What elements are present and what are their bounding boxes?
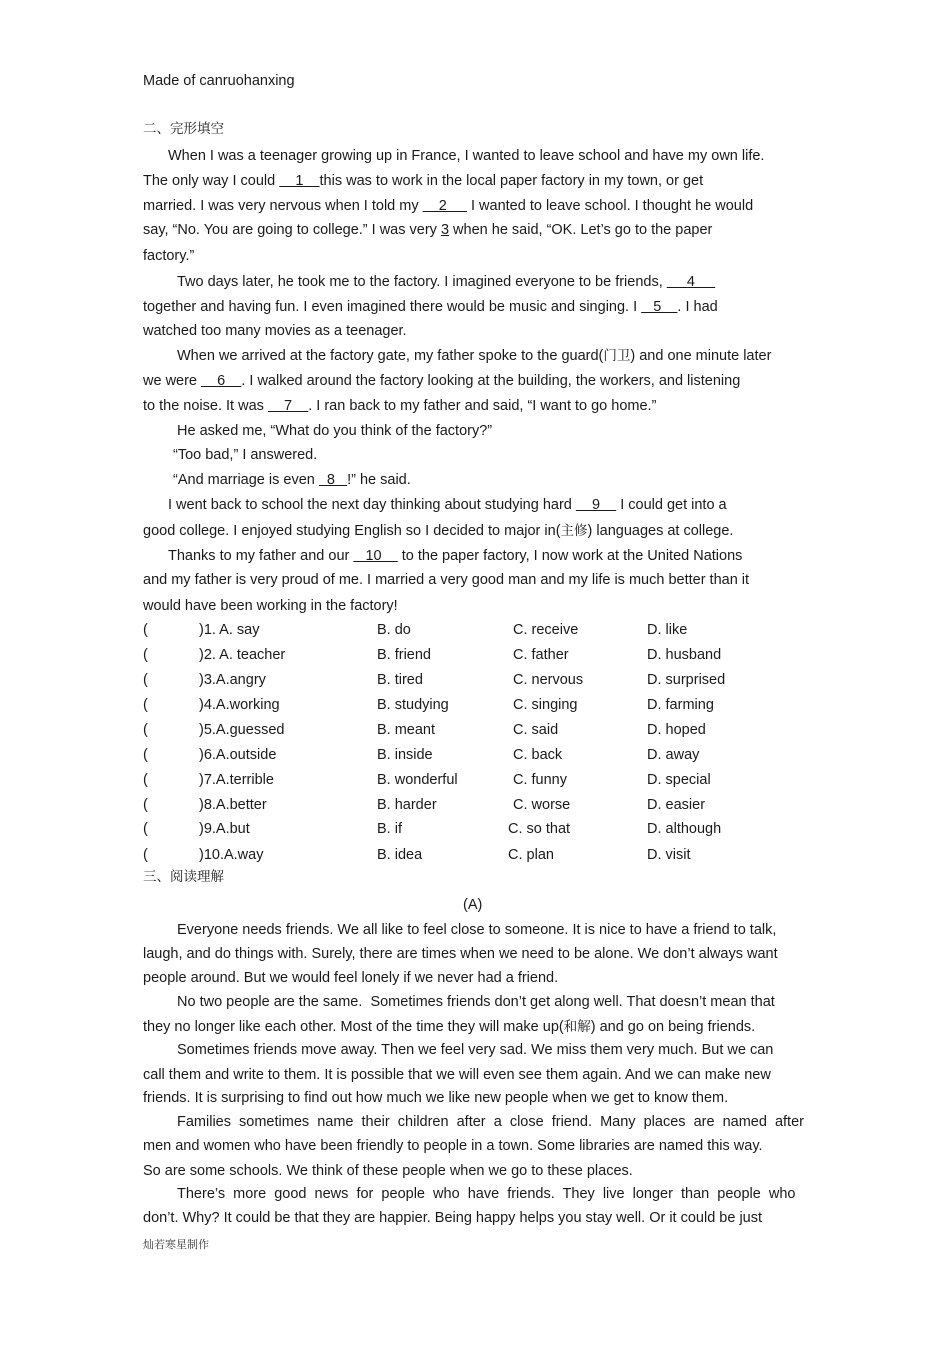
option-a: )8.A.better	[199, 797, 267, 813]
option-b: B. inside	[377, 747, 433, 763]
cloze-line	[168, 547, 742, 565]
cloze-line	[177, 273, 715, 291]
text: good college. I enjoyed studying English so I decided to major in(	[143, 523, 561, 539]
paren: (	[143, 821, 148, 837]
reading-line: Families sometimes name their children after a close friend. Many places are named after	[177, 1114, 804, 1130]
text: this was to work in the local paper factory in my town, or get	[319, 173, 704, 189]
option-b: B. if	[377, 821, 402, 837]
option-c: C. plan	[508, 847, 554, 863]
text: together and having fun. I even imagined there would be music and singing. I	[143, 299, 642, 315]
option-c: C. so that	[508, 821, 571, 837]
option-c: C. worse	[513, 797, 571, 813]
option-d: D. although	[647, 821, 722, 837]
option-a: )3.A.angry	[199, 672, 266, 688]
option-d: D. visit	[647, 847, 691, 863]
blank-1: 1	[279, 173, 320, 189]
cloze-line: and my father is very proud of me. I married a very good man and my life is much better than it	[143, 572, 750, 588]
text: . I ran back to my father and said, “I want to go home.”	[308, 398, 657, 414]
text: I could get into a	[616, 497, 727, 513]
option-row	[143, 771, 843, 789]
page-header: Made of canruohanxing	[143, 73, 295, 89]
reading-line: friends. It is surprising to find out how much we like new people when we get to know them.	[143, 1090, 729, 1106]
cloze-line: would have been working in the factory!	[143, 598, 398, 614]
reading-line: laugh, and do things with. Surely, there are times when we need to be alone. We don’t always want	[143, 946, 778, 962]
cloze-line: watched too many movies as a teenager.	[143, 323, 407, 339]
option-c: C. back	[513, 747, 563, 763]
text: . I had	[677, 299, 718, 315]
option-d: D. surprised	[647, 672, 726, 688]
text: when he said, “OK. Let’s go to the paper	[449, 222, 713, 238]
cloze-line	[177, 347, 771, 365]
text: they no longer like each other. Most of the time they will make up(	[143, 1019, 564, 1035]
option-c: C. father	[513, 647, 569, 663]
paren: (	[143, 672, 148, 688]
reading-line: call them and write to them. It is possible that we will even see them again. And we can make new	[143, 1067, 771, 1083]
option-b: B. harder	[377, 797, 437, 813]
text: I went back to school the next day thinking about studying hard	[168, 497, 576, 513]
blank-2: 2	[422, 198, 467, 214]
blank-10: 10	[353, 548, 398, 564]
text: !” he said.	[347, 472, 411, 488]
blank-7: 7	[267, 398, 309, 414]
paren: (	[143, 622, 148, 638]
option-a: )9.A.but	[199, 821, 250, 837]
cloze-line	[143, 197, 753, 215]
cloze-line: He asked me, “What do you think of the factory?”	[177, 423, 493, 439]
text-cjk: 门卫	[603, 348, 631, 364]
cloze-line	[143, 172, 703, 190]
option-c: C. singing	[513, 697, 578, 713]
option-c: C. said	[513, 722, 559, 738]
text: we were	[143, 373, 202, 389]
option-a: )2. A. teacher	[199, 647, 286, 663]
option-a: )6.A.outside	[199, 747, 277, 763]
reading-line: people around. But we would feel lonely if we never had a friend.	[143, 970, 559, 986]
cloze-line	[173, 471, 411, 489]
option-b: B. idea	[377, 847, 423, 863]
option-c: C. nervous	[513, 672, 584, 688]
reading-line: There’s more good news for people who have friends. They live longer than people who	[177, 1186, 796, 1202]
cloze-line: “Too bad,” I answered.	[173, 447, 318, 463]
paren: (	[143, 697, 148, 713]
option-row	[143, 621, 843, 639]
option-row	[143, 746, 843, 764]
text: ) and go on being friends.	[590, 1019, 756, 1035]
blank-3: 3	[440, 222, 450, 238]
option-d: D. farming	[647, 697, 714, 713]
option-b: B. wonderful	[377, 772, 458, 788]
option-a: )7.A.terrible	[199, 772, 274, 788]
passage-label: (A)	[463, 897, 483, 913]
paren: (	[143, 647, 148, 663]
cloze-line	[168, 496, 727, 514]
option-row	[143, 671, 843, 689]
blank-4: 4	[666, 274, 716, 290]
text: ) and one minute later	[630, 348, 772, 364]
text: ) languages at college.	[587, 523, 734, 539]
option-row	[143, 846, 843, 864]
blank-8: 8	[318, 472, 348, 488]
option-row	[143, 696, 843, 714]
text: The only way I could	[143, 173, 280, 189]
paren: (	[143, 797, 148, 813]
text: say, “No. You are going to college.” I was very	[143, 222, 441, 238]
cloze-line	[143, 298, 718, 316]
option-b: B. meant	[377, 722, 436, 738]
paren: (	[143, 747, 148, 763]
option-a: )5.A.guessed	[199, 722, 285, 738]
option-row	[143, 646, 843, 664]
section-title-reading: 三、阅读理解	[143, 869, 224, 885]
option-b: B. tired	[377, 672, 423, 688]
paren: (	[143, 772, 148, 788]
text: Thanks to my father and our	[168, 548, 354, 564]
section-title-cloze: 二、完形填空	[143, 121, 224, 137]
option-d: D. hoped	[647, 722, 706, 738]
option-a: )10.A.way	[199, 847, 264, 863]
reading-line: don’t. Why? It could be that they are happier. Being happy helps you stay well. Or it could be just	[143, 1210, 763, 1226]
option-a: )4.A.working	[199, 697, 280, 713]
option-row	[143, 820, 843, 838]
option-d: D. special	[647, 772, 711, 788]
text: “And marriage is even	[173, 472, 319, 488]
cloze-line	[143, 221, 712, 239]
text: . I walked around the factory looking at the building, the workers, and listening	[241, 373, 741, 389]
reading-line	[143, 1018, 755, 1036]
text-cjk: 和解	[563, 1019, 591, 1035]
reading-line: Everyone needs friends. We all like to feel close to someone. It is nice to have a friend to talk,	[177, 922, 777, 938]
option-d: D. easier	[647, 797, 706, 813]
paren: (	[143, 722, 148, 738]
blank-5: 5	[641, 299, 678, 315]
text: Two days later, he took me to the factory. I imagined everyone to be friends,	[177, 274, 667, 290]
reading-line: So are some schools. We think of these people when we go to these places.	[143, 1163, 633, 1179]
text: I wanted to leave school. I thought he would	[466, 198, 754, 214]
paren: (	[143, 847, 148, 863]
option-c: C. receive	[513, 622, 579, 638]
reading-line: Sometimes friends move away. Then we feel very sad. We miss them very much. But we can	[177, 1042, 774, 1058]
text: married. I was very nervous when I told my	[143, 198, 423, 214]
option-b: B. friend	[377, 647, 431, 663]
option-d: D. like	[647, 622, 688, 638]
cloze-line: When I was a teenager growing up in France, I wanted to leave school and have my own life.	[168, 148, 765, 164]
option-b: B. do	[377, 622, 411, 638]
cloze-line	[143, 397, 656, 415]
text-cjk: 主修	[560, 523, 588, 539]
option-d: D. away	[647, 747, 700, 763]
page-footer: 灿若寒星制作	[143, 1238, 209, 1251]
blank-9: 9	[575, 497, 617, 513]
option-row	[143, 796, 843, 814]
option-b: B. studying	[377, 697, 449, 713]
cloze-line: factory.”	[143, 248, 195, 264]
text: to the noise. It was	[143, 398, 268, 414]
text: When we arrived at the factory gate, my father spoke to the guard(	[177, 348, 604, 364]
reading-line: No two people are the same. Sometimes friends don’t get along well. That doesn’t mean that	[177, 994, 775, 1010]
blank-6: 6	[201, 373, 242, 389]
option-c: C. funny	[513, 772, 567, 788]
cloze-line	[143, 522, 733, 540]
text: to the paper factory, I now work at the United Nations	[397, 548, 743, 564]
option-row	[143, 721, 843, 739]
option-d: D. husband	[647, 647, 722, 663]
cloze-line	[143, 372, 740, 390]
option-a: )1. A. say	[199, 622, 260, 638]
reading-line: men and women who have been friendly to people in a town. Some libraries are named this way.	[143, 1138, 763, 1154]
